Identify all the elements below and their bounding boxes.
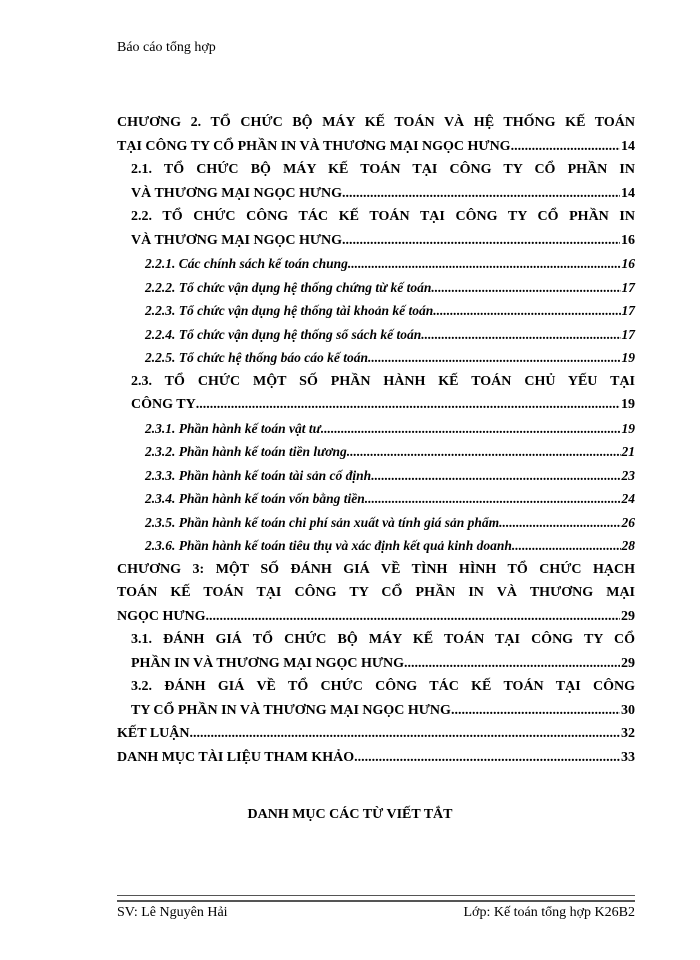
toc-page-number: 32	[621, 726, 635, 741]
toc-entry-text: CÔNG TY	[131, 397, 196, 412]
toc-entry-text: 3.1. ĐÁNH GIÁ TỔ CHỨC BỘ MÁY KẾ TOÁN TẠI CÔNG TY CỔ	[131, 632, 635, 647]
toc-leader-dots	[511, 135, 620, 159]
toc-leader-dots	[512, 534, 621, 558]
toc-entry-text: NGỌC HƯNG	[117, 608, 206, 624]
toc-leader-dots	[342, 229, 620, 253]
toc-entry-text: DANH MỤC TÀI LIỆU THAM KHẢO	[117, 749, 355, 765]
toc-entry-line	[117, 299, 635, 323]
toc-entry-line	[117, 205, 635, 229]
toc-entry-line	[117, 440, 635, 464]
toc-page-number: 21	[621, 444, 635, 459]
toc-page-number: 17	[621, 279, 635, 295]
toc-page-number: 26	[621, 514, 635, 530]
toc-page-number: 23	[621, 467, 635, 483]
toc-leader-dots	[371, 464, 620, 488]
toc-page-number: 19	[621, 350, 635, 365]
toc-entry-line	[117, 323, 635, 347]
toc-page-number: 17	[621, 326, 635, 342]
toc-entry-line	[117, 252, 635, 276]
toc-entry-line	[117, 464, 635, 488]
toc-entry-text: TOÁN KẾ TOÁN TẠI CÔNG TY CỔ PHẦN IN VÀ THƯƠNG MẠI	[117, 585, 635, 600]
toc-entry-text: CHƯƠNG 2. TỔ CHỨC BỘ MÁY KẾ TOÁN VÀ HỆ THỐNG KẾ TOÁN	[117, 115, 635, 130]
toc-leader-dots	[431, 276, 620, 300]
toc-entry-text: 2.2.1. Các chính sách kế toán chung	[145, 256, 348, 271]
toc-entry-text: 2.3.2. Phần hành kế toán tiền lương	[145, 444, 347, 459]
toc-entry-line	[117, 111, 635, 135]
toc-page-number: 19	[621, 420, 635, 436]
toc-entry-text: VÀ THƯƠNG MẠI NGỌC HƯNG	[131, 185, 343, 201]
toc-leader-dots	[433, 299, 620, 323]
toc-leader-dots	[206, 605, 620, 629]
toc-leader-dots	[321, 417, 621, 441]
toc-entry-text: 2.3.6. Phần hành kế toán tiêu thụ và xác định kết quả kinh doanh	[145, 538, 512, 553]
toc-entry-line	[117, 511, 635, 535]
toc-page-number: 17	[621, 303, 635, 318]
toc-leader-dots	[354, 746, 620, 770]
toc-page-number: 16	[621, 256, 635, 271]
toc-entry-text: CHƯƠNG 3: MỘT SỐ ĐÁNH GIÁ VỀ TÌNH HÌNH TỔ CHỨC HẠCH	[117, 561, 635, 577]
toc-page-number: 28	[621, 538, 635, 553]
toc-entry-text: 2.3. TỔ CHỨC MỘT SỐ PHẦN HÀNH KẾ TOÁN CHỦ YẾU TẠI	[131, 373, 635, 389]
toc-leader-dots	[347, 440, 621, 464]
toc-entry-line	[117, 605, 635, 629]
section-title: DANH MỤC CÁC TỪ VIẾT TẮT	[247, 807, 453, 822]
toc-page-number: 14	[621, 138, 635, 154]
toc-entry-text: 2.2.3. Tổ chức vận dụng hệ thống tài khoản kế toán	[145, 303, 434, 318]
toc-entry-text: 3.2. ĐÁNH GIÁ VỀ TỔ CHỨC CÔNG TÁC KẾ TOÁN TẠI CÔNG	[131, 679, 635, 694]
toc-leader-dots	[342, 182, 620, 206]
toc-entry-line	[117, 158, 635, 182]
toc-entry-line	[117, 229, 635, 253]
toc-page-number: 14	[621, 185, 635, 201]
header-title: Báo cáo tổng hợp	[117, 40, 216, 55]
toc-leader-dots	[189, 722, 620, 746]
toc-entry-line	[117, 652, 635, 676]
toc-entry-text: KẾT LUẬN	[117, 726, 190, 741]
toc-entry-line	[117, 487, 635, 511]
toc-entry-line	[117, 135, 635, 159]
toc-leader-dots	[348, 252, 621, 276]
toc-entry-text: 2.3.3. Phần hành kế toán tài sản cố định	[145, 467, 372, 483]
toc-entry-text: 2.2.2. Tổ chức vận dụng hệ thống chứng từ kế toán	[145, 279, 432, 295]
toc-entry-text: PHẦN IN VÀ THƯƠNG MẠI NGỌC HƯNG	[131, 655, 404, 671]
toc-page-number: 29	[621, 608, 635, 624]
toc-entry-text: 2.1. TỔ CHỨC BỘ MÁY KẾ TOÁN TẠI CÔNG TY CỔ PHẦN IN	[131, 162, 635, 177]
toc-leader-dots	[421, 323, 620, 347]
toc-entry-text: 2.3.1. Phần hành kế toán vật tư	[145, 420, 321, 436]
toc-entry-line	[117, 746, 635, 770]
toc-entry-line	[117, 370, 635, 394]
toc-entry-line	[117, 393, 635, 417]
toc-page-number: 16	[621, 232, 635, 248]
toc-leader-dots	[404, 652, 620, 676]
toc-entry-text: VÀ THƯƠNG MẠI NGỌC HƯNG	[131, 232, 343, 248]
toc-entry-text: 2.2. TỔ CHỨC CÔNG TÁC KẾ TOÁN TẠI CÔNG TY CỔ PHẦN IN	[131, 209, 635, 224]
toc-page-number: 33	[621, 749, 635, 765]
footer-class: Lớp: Kế toán tổng hợp K26B2	[463, 905, 635, 920]
toc-page-number: 30	[621, 702, 635, 718]
toc-leader-dots	[499, 511, 620, 535]
toc-entry-line	[117, 675, 635, 699]
toc-entry-line	[117, 182, 635, 206]
toc-page-number: 19	[621, 397, 635, 412]
footer-student: SV: Lê Nguyên Hải	[117, 905, 228, 920]
table-of-contents	[117, 111, 635, 769]
toc-leader-dots	[451, 699, 620, 723]
footer-divider	[117, 895, 635, 902]
toc-entry-line	[117, 628, 635, 652]
toc-page-number: 29	[621, 655, 635, 671]
toc-entry-text: 2.2.5. Tổ chức hệ thống báo cáo kế toán	[145, 350, 368, 365]
toc-entry-text: 2.2.4. Tổ chức vận dụng hệ thống sổ sách kế toán	[145, 326, 422, 342]
toc-entry-line	[117, 346, 635, 370]
toc-entry-text: TY CỔ PHẦN IN VÀ THƯƠNG MẠI NGỌC HƯNG	[131, 702, 451, 718]
toc-entry-line	[117, 276, 635, 300]
toc-entry-text: 2.3.5. Phần hành kế toán chi phí sản xuất và tính giá sản phẩm	[145, 514, 500, 530]
toc-entry-line	[117, 417, 635, 441]
toc-entry-line	[117, 558, 635, 582]
toc-entry-line	[117, 699, 635, 723]
toc-entry-line	[117, 581, 635, 605]
toc-leader-dots	[368, 346, 621, 370]
toc-entry-text: TẠI CÔNG TY CỔ PHẦN IN VÀ THƯƠNG MẠI NGỌC HƯNG	[117, 138, 511, 154]
toc-leader-dots	[365, 487, 621, 511]
toc-entry-text: 2.3.4. Phần hành kế toán vốn bằng tiền	[145, 491, 365, 506]
toc-entry-line	[117, 534, 635, 558]
toc-leader-dots	[196, 393, 620, 417]
toc-page-number: 24	[621, 491, 635, 506]
toc-entry-line	[117, 722, 635, 746]
